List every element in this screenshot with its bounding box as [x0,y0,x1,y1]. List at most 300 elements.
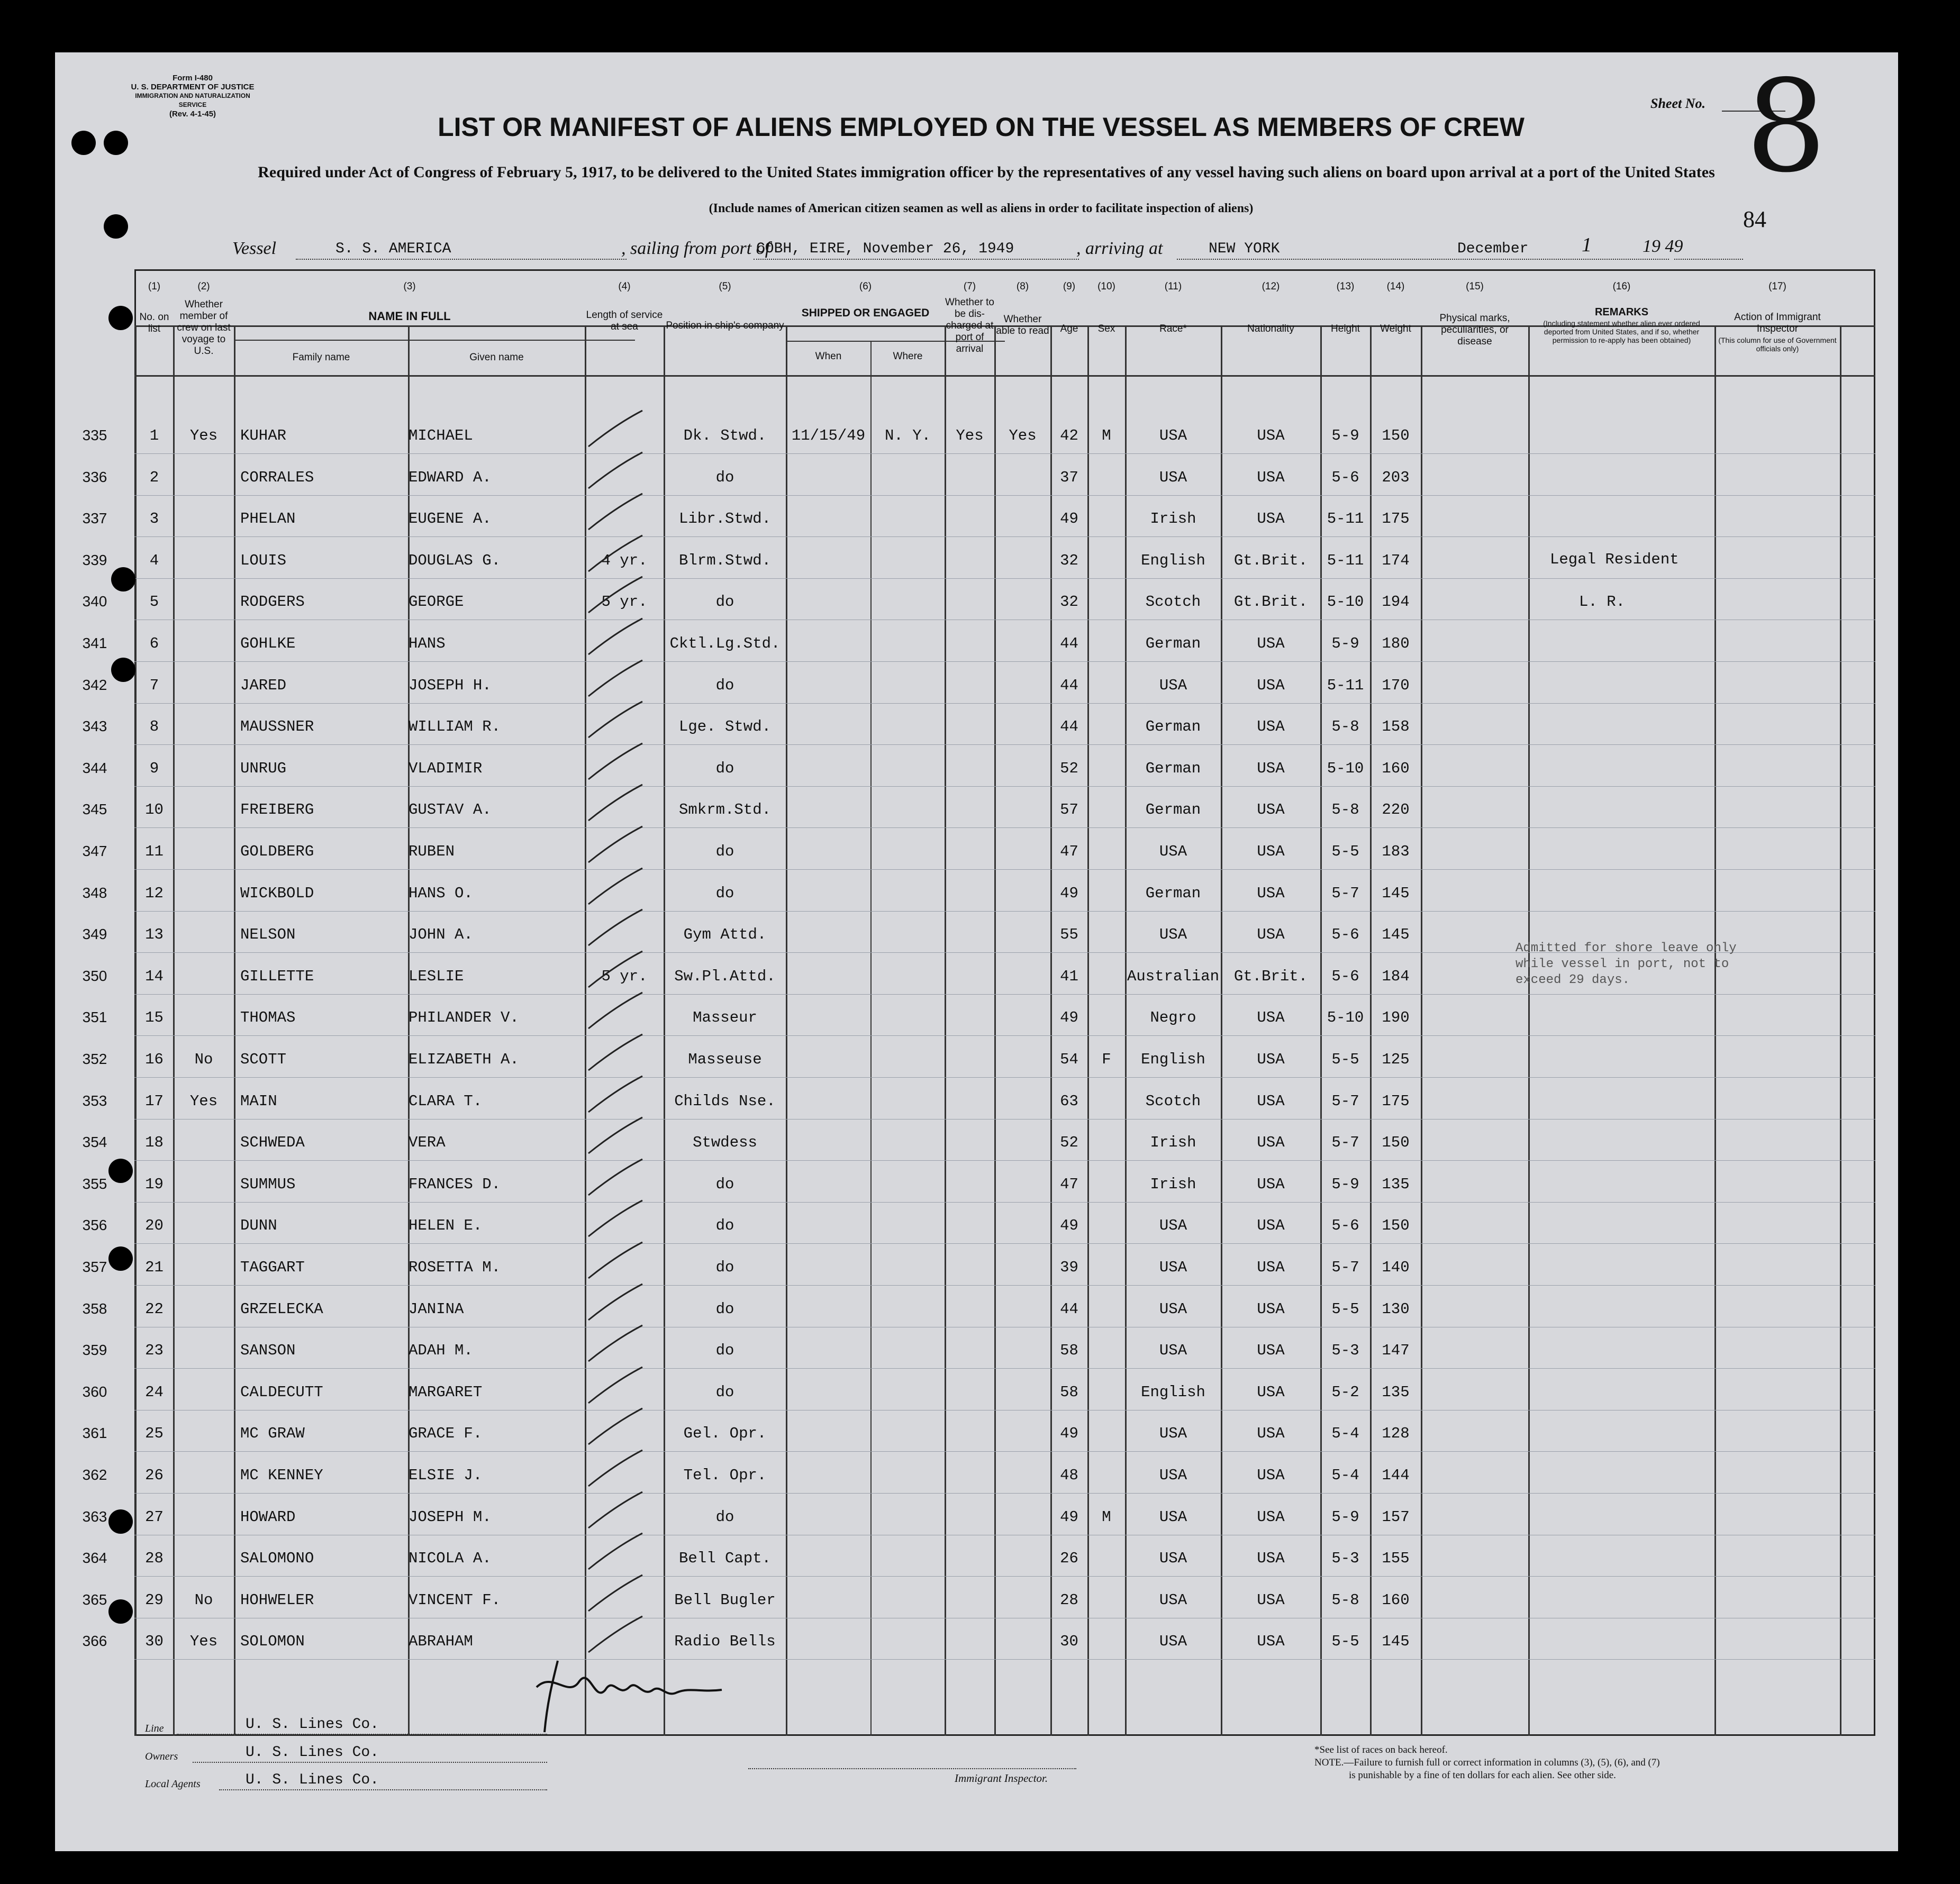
name-subdivider [234,340,635,341]
row-height: 5-10 [1327,1009,1364,1027]
row-list-number: 16 [145,1051,164,1068]
row-list-number: 18 [145,1134,164,1152]
row-height: 5-4 [1331,1467,1359,1484]
row-nationality: USA [1257,1591,1285,1609]
row-age: 44 [1060,635,1078,652]
row-margin-number: 341 [82,635,107,651]
row-weight: 184 [1382,967,1410,985]
form-number: Form I-480 [173,74,213,83]
row-weight: 155 [1382,1550,1410,1568]
row-weight: 125 [1382,1051,1410,1068]
row-weight: 170 [1382,676,1410,694]
row-family-name: UNRUG [240,759,287,777]
row-margin-number: 339 [82,551,107,568]
sailing-dotline [754,259,1079,260]
row-sex: M [1102,1508,1111,1526]
service-tick-mark [584,408,648,451]
punch-hole [108,1246,133,1271]
row-family-name: JARED [240,676,287,694]
row-list-number: 30 [145,1633,164,1651]
punch-hole [111,567,135,591]
row-nationality: USA [1257,1259,1285,1276]
row-weight: 145 [1382,884,1410,902]
row-age: 49 [1060,1508,1078,1526]
row-position: do [715,1342,734,1360]
row-rule [134,1077,1875,1078]
col-num: (14) [1386,281,1405,292]
row-weight: 160 [1382,1591,1410,1609]
row-age: 39 [1060,1259,1078,1276]
row-nationality: USA [1257,801,1285,819]
row-height: 5-7 [1331,1259,1359,1276]
row-race: German [1145,718,1201,736]
row-family-name: NELSON [240,926,296,944]
row-age: 57 [1060,801,1078,819]
inspector-label: Immigrant Inspector. [955,1772,1048,1785]
signature [521,1640,732,1751]
row-nationality: USA [1257,1508,1285,1526]
punch-hole [71,131,96,155]
row-age: 32 [1060,551,1078,569]
row-last-voyage: Yes [189,427,218,444]
row-given-name: HANS [409,635,446,652]
row-height: 5-7 [1331,1092,1359,1110]
row-position: Libr.Stwd. [678,510,772,528]
row-height: 5-5 [1331,1051,1359,1068]
row-able-to-read: Yes [1009,427,1037,444]
header-shipped-or-engaged: SHIPPED OR ENGAGED [801,307,930,319]
row-rule [134,453,1875,454]
row-length-of-service: 5 yr. [601,967,648,985]
row-weight: 203 [1382,468,1410,486]
service-tick-mark [584,1531,648,1573]
row-given-name: WILLIAM R. [409,718,501,736]
service-tick-mark [584,907,648,950]
row-height: 5-6 [1331,1217,1359,1235]
row-margin-number: 363 [82,1508,107,1525]
row-rule [134,1493,1875,1494]
row-list-number: 17 [145,1092,164,1110]
row-nationality: USA [1257,1134,1285,1152]
header-when: When [815,351,842,362]
row-list-number: 13 [145,926,164,944]
row-height: 5-5 [1331,843,1359,860]
row-age: 49 [1060,510,1078,528]
row-race: German [1145,884,1201,902]
row-rule [134,1243,1875,1244]
row-family-name: TAGGART [240,1259,305,1276]
row-rule [134,1202,1875,1203]
row-list-number: 25 [145,1425,164,1443]
row-margin-number: 366 [82,1633,107,1650]
row-race: German [1145,801,1201,819]
row-family-name: GOHLKE [240,635,296,652]
row-family-name: GILLETTE [240,967,314,985]
service-tick-mark [584,1157,648,1199]
service-tick-mark [584,824,648,867]
row-height: 5-4 [1331,1425,1359,1443]
row-list-number: 7 [149,676,159,694]
row-nationality: USA [1257,1467,1285,1484]
row-weight: 194 [1382,593,1410,611]
row-margin-number: 350 [82,967,107,984]
row-nationality: USA [1257,1383,1285,1401]
row-rule [134,661,1875,662]
row-list-number: 29 [145,1591,164,1609]
row-last-voyage: No [194,1591,213,1609]
row-nationality: USA [1257,1425,1285,1443]
row-race: Negro [1150,1009,1196,1027]
service-tick-mark [584,866,648,908]
row-height: 5-2 [1331,1383,1359,1401]
row-nationality: USA [1257,884,1285,902]
row-height: 5-11 [1327,510,1364,528]
row-race: English [1141,1051,1205,1068]
line-label: Line [145,1723,164,1734]
remark-shore-leave-3: exceed 29 days. [1516,973,1630,987]
footer-note-1: *See list of races on back hereof. [1314,1744,1448,1755]
header-inspector-action: Action of Immigrant Inspector [1734,312,1821,334]
row-list-number: 19 [145,1175,164,1193]
row-height: 5-9 [1331,635,1359,652]
row-weight: 135 [1382,1175,1410,1193]
header-position: Position in ship's company [666,320,784,331]
service-tick-mark [584,1365,648,1407]
punch-hole [108,1599,133,1624]
row-margin-number: 352 [82,1051,107,1067]
service-tick-mark [584,741,648,784]
row-list-number: 11 [145,843,164,860]
row-position: Gel. Opr. [683,1425,767,1443]
header-weight: Weight [1380,323,1411,334]
row-race: USA [1159,468,1187,486]
header-age: Age [1060,323,1078,334]
row-age: 28 [1060,1591,1078,1609]
row-race: English [1141,551,1205,569]
row-sex: M [1102,427,1111,444]
service-tick-mark [584,1490,648,1532]
header-length-of-service: Length of service at sea [586,310,663,332]
row-position: Masseur [693,1009,757,1027]
col-num: (6) [859,281,872,292]
row-nationality: USA [1257,1217,1285,1235]
row-nationality: Gt.Brit. [1233,967,1308,985]
row-nationality: USA [1257,427,1285,444]
row-position: Radio Bells [674,1633,776,1651]
row-rule [134,1160,1875,1161]
row-family-name: DUNN [240,1217,277,1235]
row-margin-number: 345 [82,801,107,818]
row-family-name: CALDECUTT [240,1383,323,1401]
row-margin-number: 357 [82,1259,107,1275]
col-num: (3) [403,281,416,292]
row-height: 5-6 [1331,967,1359,985]
row-nationality: USA [1257,1300,1285,1318]
row-height: 5-7 [1331,1134,1359,1152]
row-family-name: MC KENNEY [240,1467,323,1484]
row-margin-number: 343 [82,718,107,735]
row-rule [134,703,1875,704]
row-race: USA [1159,1425,1187,1443]
row-nationality: Gt.Brit. [1233,551,1308,569]
row-given-name: ELSIE J. [409,1467,483,1484]
row-nationality: USA [1257,468,1285,486]
row-rule [134,536,1875,537]
row-length-of-service: 5 yr. [601,593,648,611]
row-race: USA [1159,1217,1187,1235]
row-family-name: SANSON [240,1342,296,1360]
row-margin-number: 359 [82,1342,107,1359]
row-given-name: NICOLA A. [409,1550,492,1568]
row-given-name: CLARA T. [409,1092,483,1110]
year-dotline [1674,259,1743,260]
row-family-name: HOWARD [240,1508,296,1526]
page-subtitle: Required under Act of Congress of February 5, 1917, to be delivered to the United States immigration officer by the representatives of any vessel having such aliens on board upon arrival at a port of the United States [258,163,1715,181]
row-position: Masseuse [688,1051,762,1068]
row-age: 26 [1060,1550,1078,1568]
row-nationality: USA [1257,1009,1285,1027]
row-margin-number: 362 [82,1467,107,1483]
revision: (Rev. 4-1-45) [169,110,216,119]
row-height: 5-7 [1331,884,1359,902]
row-weight: 180 [1382,635,1410,652]
row-position: do [715,1383,734,1401]
row-position: Dk. Stwd. [683,427,767,444]
service-tick-mark [584,1240,648,1282]
row-given-name: LESLIE [409,967,464,985]
row-given-name: JOSEPH M. [409,1508,492,1526]
row-position: do [715,759,734,777]
row-height: 5-11 [1327,551,1364,569]
row-family-name: MAIN [240,1092,277,1110]
row-position: do [715,1259,734,1276]
row-height: 5-5 [1331,1300,1359,1318]
service-tick-mark [584,1406,648,1449]
row-family-name: GOLDBERG [240,843,314,860]
row-age: 32 [1060,593,1078,611]
row-race: Irish [1150,1134,1196,1152]
row-position: Gym Attd. [683,926,767,944]
row-last-voyage: No [194,1051,213,1068]
row-given-name: JOHN A. [409,926,473,944]
row-list-number: 23 [145,1342,164,1360]
row-nationality: USA [1257,843,1285,860]
row-age: 52 [1060,1134,1078,1152]
row-weight: 144 [1382,1467,1410,1484]
row-family-name: GRZELECKA [240,1300,323,1318]
row-margin-number: 349 [82,926,107,943]
row-nationality: USA [1257,635,1285,652]
row-race: USA [1159,1259,1187,1276]
date-year: 19 49 [1643,236,1683,256]
service-tick-mark [584,1573,648,1615]
col-num: (16) [1612,281,1631,292]
row-weight: 158 [1382,718,1410,736]
row-height: 5-6 [1331,468,1359,486]
service-tick-mark [584,492,648,534]
row-list-number: 22 [145,1300,164,1318]
vessel-dotline [296,259,627,260]
vessel-label: Vessel [232,239,277,258]
service-tick-mark [584,616,648,659]
row-list-number: 28 [145,1550,164,1568]
row-weight: 150 [1382,1217,1410,1235]
row-list-number: 2 [149,468,159,486]
line-dotline [177,1734,547,1735]
row-discharged: Yes [956,427,984,444]
row-list-number: 14 [145,967,164,985]
row-nationality: USA [1257,718,1285,736]
row-race: USA [1159,1300,1187,1318]
header-divider-bottom [134,375,1875,377]
page-note: (Include names of American citizen seamen as well as aliens in order to facilitate inspection of aliens) [709,202,1254,215]
row-list-number: 4 [149,551,159,569]
header-race: Race* [1159,323,1187,334]
row-position: do [715,1508,734,1526]
row-nationality: USA [1257,1342,1285,1360]
date-month: December [1457,241,1529,257]
row-age: 63 [1060,1092,1078,1110]
row-list-number: 5 [149,593,159,611]
service-tick-mark [584,1448,648,1490]
row-race: USA [1159,1508,1187,1526]
row-list-number: 12 [145,884,164,902]
col-num: (10) [1097,281,1115,292]
row-list-number: 15 [145,1009,164,1027]
agents-label: Local Agents [145,1778,201,1790]
row-age: 49 [1060,1425,1078,1443]
row-weight: 160 [1382,759,1410,777]
remark-shore-leave-2: while vessel in port, not to [1516,957,1729,971]
row-weight: 220 [1382,801,1410,819]
col-num: (11) [1164,281,1182,292]
row-margin-number: 337 [82,510,107,527]
row-age: 58 [1060,1342,1078,1360]
row-weight: 147 [1382,1342,1410,1360]
row-margin-number: 354 [82,1134,107,1151]
row-nationality: USA [1257,1550,1285,1568]
row-weight: 175 [1382,510,1410,528]
row-margin-number: 364 [82,1550,107,1567]
row-rule [134,1576,1875,1577]
punch-hole [108,1159,133,1183]
row-rule [134,1285,1875,1286]
row-family-name: SCHWEDA [240,1134,305,1152]
row-race: USA [1159,1591,1187,1609]
page-number: 84 [1743,206,1766,232]
header-name-in-full: NAME IN FULL [368,310,451,323]
row-position: Tel. Opr. [683,1467,767,1484]
row-race: Scotch [1145,593,1201,611]
row-given-name: ELIZABETH A. [409,1051,519,1068]
row-race: Irish [1150,510,1196,528]
row-given-name: ROSETTA M. [409,1259,501,1276]
row-shipped-when: 11/15/49 [791,427,866,444]
row-age: 44 [1060,676,1078,694]
service-tick-mark [584,658,648,700]
col-num: (1) [148,281,161,292]
row-nationality: USA [1257,1633,1285,1651]
inspector-dotline [748,1768,1076,1769]
row-position: do [715,468,734,486]
service-tick-mark [584,575,648,617]
row-race: English [1141,1383,1205,1401]
row-list-number: 9 [149,759,159,777]
row-list-number: 3 [149,510,159,528]
col-num: (5) [719,281,731,292]
row-list-number: 27 [145,1508,164,1526]
punch-hole [104,214,128,239]
row-race: Australian [1127,967,1220,985]
row-nationality: USA [1257,676,1285,694]
row-age: 48 [1060,1467,1078,1484]
col-line [870,341,872,1736]
row-position: do [715,1217,734,1235]
row-rule [134,495,1875,496]
row-age: 49 [1060,1009,1078,1027]
header-able-to-read: Whether able to read [996,314,1049,336]
row-list-number: 20 [145,1217,164,1235]
row-rule [134,869,1875,870]
row-margin-number: 340 [82,593,107,610]
row-weight: 128 [1382,1425,1410,1443]
row-position: do [715,1300,734,1318]
row-given-name: MICHAEL [409,427,473,444]
row-margin-number: 361 [82,1425,107,1442]
row-rule [134,786,1875,787]
service-tick-mark [584,533,648,576]
row-family-name: MC GRAW [240,1425,305,1443]
col-num: (15) [1466,281,1484,292]
col-num: (13) [1336,281,1355,292]
line-value: U. S. Lines Co. [246,1716,379,1733]
row-rule [134,911,1875,912]
row-margin-number: 348 [82,884,107,901]
row-given-name: JANINA [409,1300,464,1318]
row-weight: 157 [1382,1508,1410,1526]
row-position: do [715,843,734,860]
row-height: 5-9 [1331,427,1359,444]
owners-dotline [193,1762,547,1763]
service-tick-mark [584,1323,648,1366]
row-given-name: ADAH M. [409,1342,473,1360]
row-rule [134,578,1875,579]
punch-hole [108,1509,133,1534]
row-given-name: ABRAHAM [409,1633,473,1651]
row-margin-number: 342 [82,676,107,693]
row-weight: 150 [1382,1134,1410,1152]
row-height: 5-3 [1331,1342,1359,1360]
row-given-name: VERA [409,1134,446,1152]
row-race: USA [1159,1550,1187,1568]
row-list-number: 26 [145,1467,164,1484]
sheet-label: Sheet No. [1650,96,1705,111]
col-num: (2) [197,281,210,292]
row-rule [134,744,1875,745]
row-family-name: CORRALES [240,468,314,486]
row-given-name: JOSEPH H. [409,676,492,694]
row-weight: 140 [1382,1259,1410,1276]
service-tick-mark [584,949,648,991]
row-given-name: MARGARET [409,1383,483,1401]
row-family-name: LOUIS [240,551,287,569]
row-position: Bell Bugler [674,1591,776,1609]
row-list-number: 24 [145,1383,164,1401]
row-position: do [715,884,734,902]
row-nationality: USA [1257,926,1285,944]
row-family-name: FREIBERG [240,801,314,819]
row-margin-number: 358 [82,1300,107,1317]
